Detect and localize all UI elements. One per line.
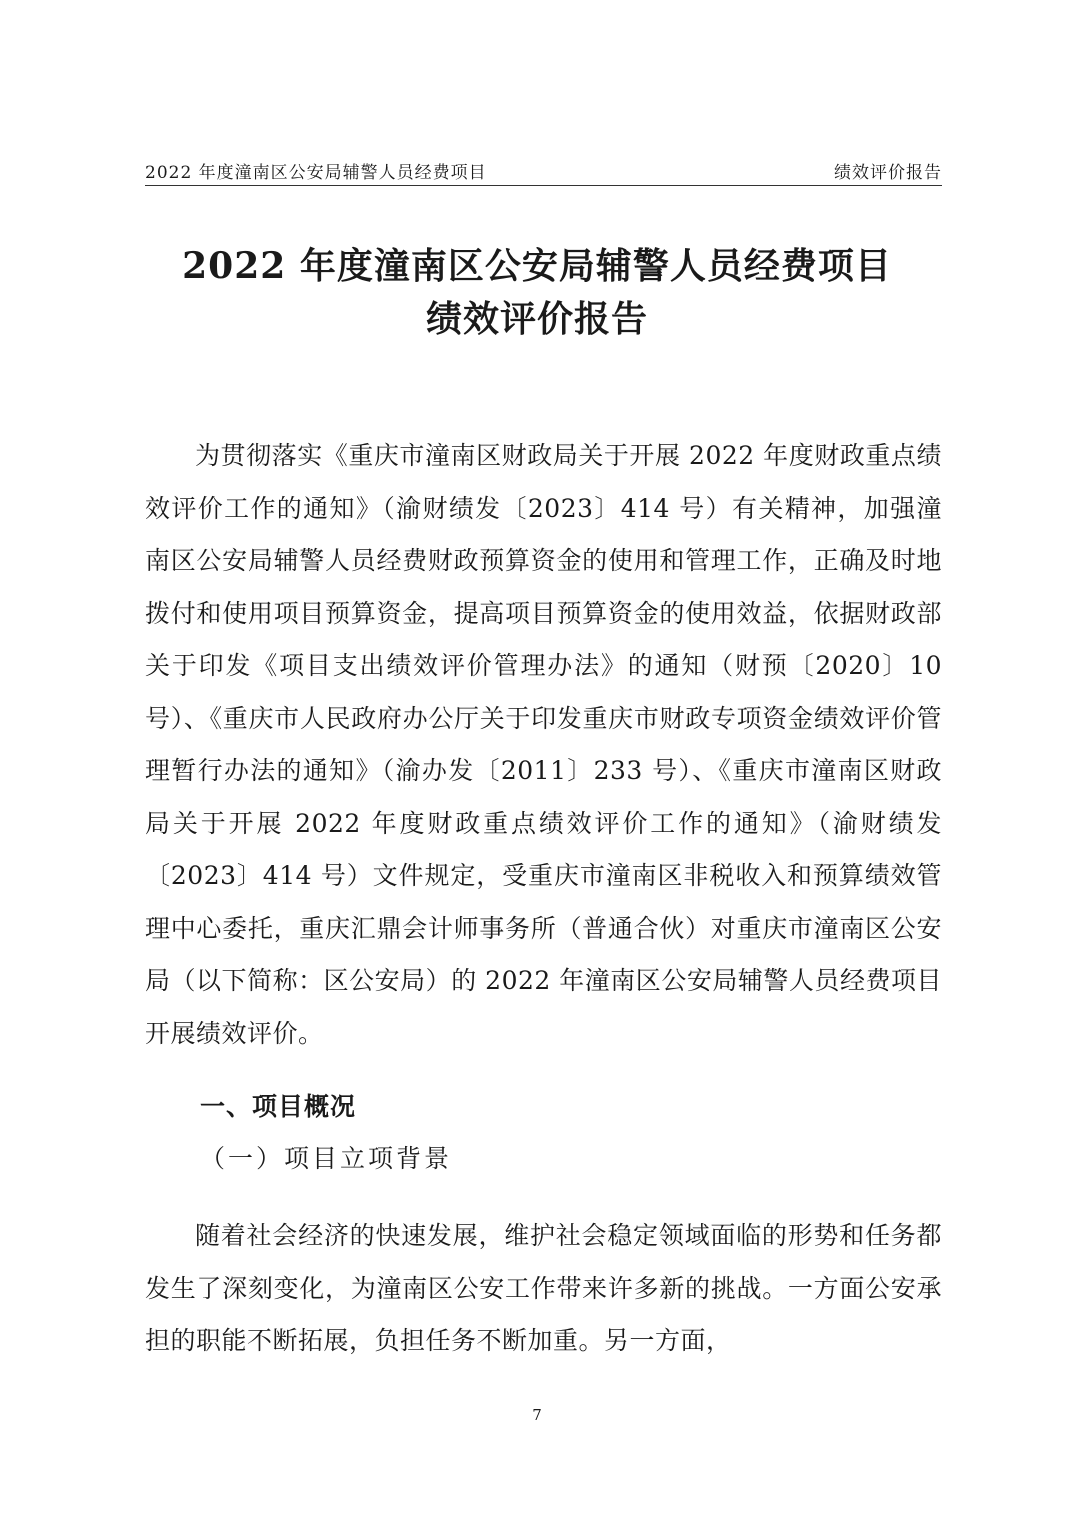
document-title-line-2: 绩效评价报告 [425, 298, 648, 340]
intro-paragraph: 为贯彻落实《重庆市潼南区财政局关于开展 2022 年度财政重点绩效评价工作的通知》（渝财绩发〔2023〕414 号）有关精神，加强潼南区公安局辅警人员经费财政预算资金的使用和管理工作，正确及时地拨付和使用项目预算资金，提高项目预算资金的使用效益，依据财政部关于印发《项目支出绩效评价管理办法》的通知（财预〔2020〕10 号）、《重庆市人民政府办公厅关于印发重庆市财政专项资金绩效评价管理暂行办法的通知》（渝办发〔2011〕233 号）、《重庆市潼南区财政局关于开展 2022 年度财政重点绩效评价工作的通知》（渝财绩发〔2023〕414 号）文件规定，受重庆市潼南区非税收入和预算绩效管理中心委托，重庆汇鼎会计师事务所（普通合伙）对重庆市潼南区公安局（以下简称：区公安局）的 2022 年潼南区公安局辅警人员经费项目开展绩效评价。 [145, 441, 942, 1048]
header-report-type: 绩效评价报告 [834, 163, 942, 183]
background-paragraph: 随着社会经济的快速发展，维护社会稳定领域面临的形势和任务都发生了深刻变化，为潼南区公安工作带来许多新的挑战。一方面公安承担的职能不断拓展，负担任务不断加重。另一方面， [145, 1221, 942, 1355]
running-header [145, 155, 942, 186]
section-heading-overview: 一、项目概况 [200, 1092, 357, 1121]
header-project-name: 2022 年度潼南区公安局辅警人员经费项目 [145, 163, 487, 183]
page-number: 7 [532, 1406, 542, 1424]
document-title-line-1: 2022 年度潼南区公安局辅警人员经费项目 [182, 245, 892, 287]
subsection-heading-background: （一）项目立项背景 [200, 1144, 453, 1173]
